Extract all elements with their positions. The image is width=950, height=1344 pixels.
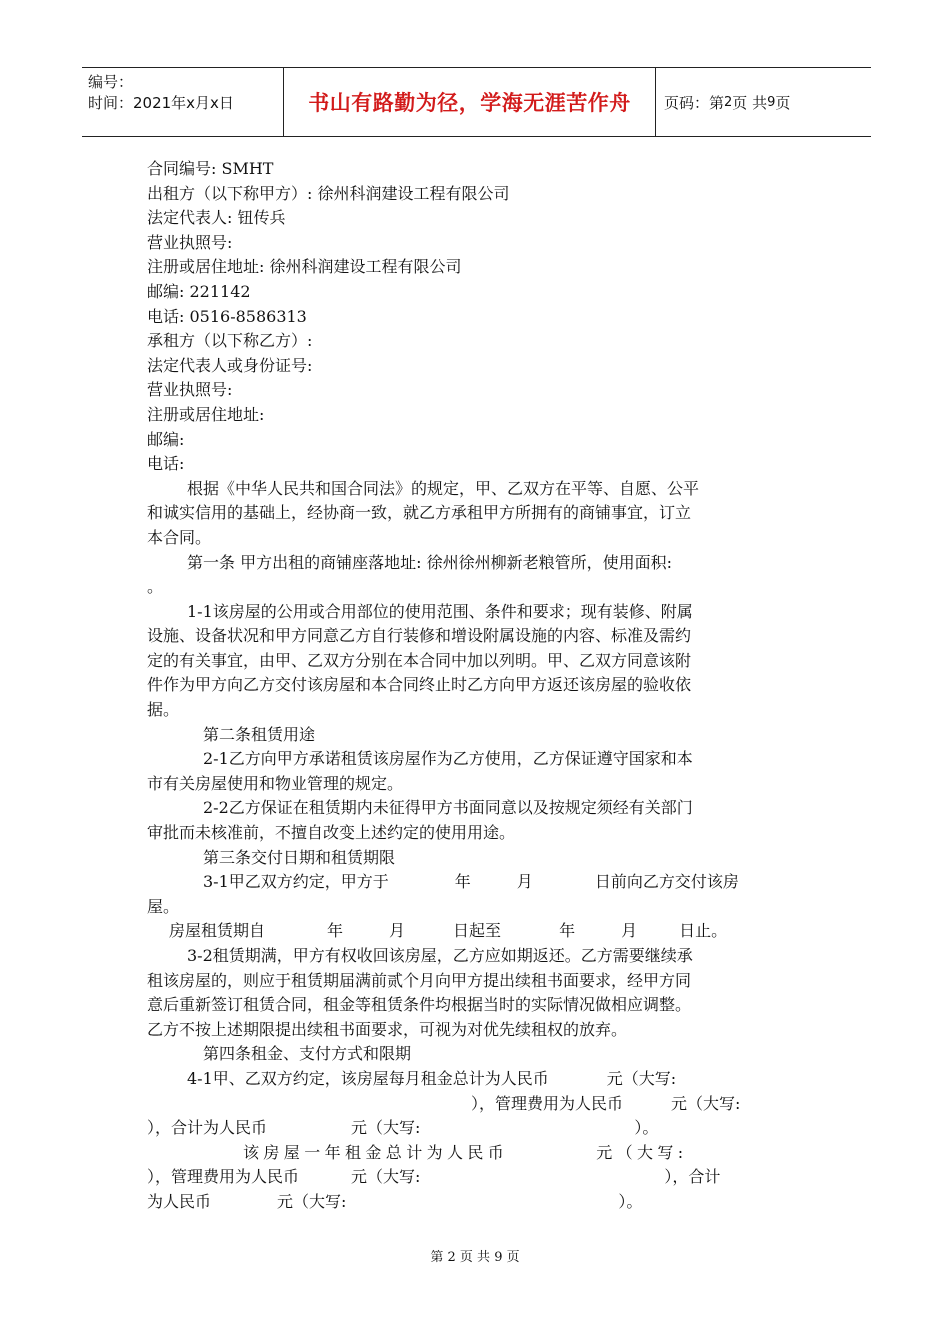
- clause-4-1: 4-1甲、乙双方约定，该房屋每月租金总计为人民币 元（大写:: [187, 1068, 677, 1088]
- clause-2-2: 2-2乙方保证在租赁期内未征得甲方书面同意以及按规定须经有关部门: [203, 798, 693, 818]
- article-4-heading: 第四条租金、支付方式和限期: [203, 1044, 412, 1064]
- clause-3-2: 乙方不按上述期限提出续租书面要求，可视为对优先续租权的放弃。: [147, 1019, 628, 1039]
- intro-paragraph: 根据《中华人民共和国合同法》的规定，甲、乙双方在平等、自愿、公平: [187, 478, 700, 498]
- party-line: 注册或居住地址: 徐州科润建设工程有限公司: [147, 257, 462, 277]
- doc-time-label: 时间：2021年x月x日: [88, 94, 234, 112]
- clause-1-1: 定的有关事宜，由甲、乙双方分别在本合同中加以列明。甲、乙双方同意该附: [147, 650, 692, 670]
- annual-rent: 为人民币 元（大写: ）。: [147, 1191, 643, 1211]
- header-page-info: 页码：第 2 页 共 9 页: [664, 93, 791, 112]
- party-line: 营业执照号:: [147, 232, 233, 252]
- clause-1-1: 1-1该房屋的公用或合用部位的使用范围、条件和要求；现有装修、附属: [187, 601, 693, 621]
- header-meta: [82, 68, 284, 136]
- clause-3-1: 屋。: [147, 896, 180, 916]
- party-line: 法定代表人或身份证号:: [147, 355, 313, 375]
- clause-2-2: 审批而未核准前，不擅自改变上述约定的使用用途。: [147, 823, 516, 843]
- party-line: 注册或居住地址:: [147, 404, 265, 424]
- clause-2-1: 市有关房屋使用和物业管理的规定。: [147, 773, 404, 793]
- clause-3-2: 3-2租赁期满，甲方有权收回该房屋，乙方应如期返还。乙方需要继续承: [187, 946, 693, 965]
- clause-1-1: 据。: [147, 700, 180, 720]
- annual-rent: 该房屋一年租金总计为人民币 元（大写:: [243, 1142, 688, 1162]
- page-header: [82, 67, 871, 137]
- clause-4-1: ），合计为人民币 元（大写: ）。: [147, 1118, 659, 1138]
- party-line: 电话:: [147, 454, 185, 474]
- article-2-heading: 第二条租赁用途: [203, 724, 316, 744]
- page-footer: 第 2 页 共 9 页: [430, 1250, 520, 1265]
- header-motto: 书山有路勤为径，学海无涯苦作舟: [284, 68, 656, 136]
- article-1: 。: [147, 577, 164, 597]
- clause-3-1: 3-1甲乙双方约定，甲方于 年 月 日前向乙方交付该房: [203, 872, 739, 892]
- annual-rent: ），管理费用为人民币 元（大写: ），合计: [147, 1167, 721, 1187]
- clause-4-1: ），管理费用为人民币 元（大写:: [471, 1093, 741, 1113]
- clause-1-1: 件作为甲方向乙方交付该房屋和本合同终止时乙方向甲方返还该房屋的验收依: [147, 675, 692, 695]
- clause-3-2: 意后重新签订租赁合同，租金等租赁条件均根据当时的实际情况做相应调整。: [147, 995, 692, 1015]
- contract-body: [147, 157, 807, 1215]
- intro-paragraph: 本合同。: [147, 527, 212, 547]
- party-line: 承租方（以下称乙方）:: [147, 331, 313, 351]
- article-1: 第一条 甲方出租的商铺座落地址: 徐州徐州柳新老粮管所，使用面积:: [187, 552, 672, 572]
- party-line: 法定代表人: 钮传兵: [147, 208, 286, 228]
- party-line: 邮编: 221142: [147, 281, 251, 301]
- party-line: 邮编:: [147, 429, 185, 449]
- article-3-heading: 第三条交付日期和租赁期限: [203, 847, 396, 867]
- clause-1-1: 设施、设备状况和甲方同意乙方自行装修和增设附属设施的内容、标准及需约: [147, 626, 692, 646]
- lease-term: 房屋租赁期自 年 月 日起至 年 月 日止。: [169, 921, 728, 941]
- party-line: 电话: 0516-8586313: [147, 306, 307, 326]
- party-line: 合同编号: SMHT: [147, 159, 274, 178]
- clause-2-1: 2-1乙方向甲方承诺租赁该房屋作为乙方使用，乙方保证遵守国家和本: [203, 749, 693, 769]
- clause-3-2: 租该房屋的，则应于租赁期届满前贰个月向甲方提出续租书面要求，经甲方同: [147, 970, 692, 990]
- party-line: 营业执照号:: [147, 380, 233, 400]
- doc-number-label: 编号：: [88, 73, 134, 91]
- intro-paragraph: 和诚实信用的基础上，经协商一致，就乙方承租甲方所拥有的商铺事宜，订立: [147, 503, 692, 523]
- party-line: 出租方（以下称甲方）: 徐州科润建设工程有限公司: [147, 183, 510, 203]
